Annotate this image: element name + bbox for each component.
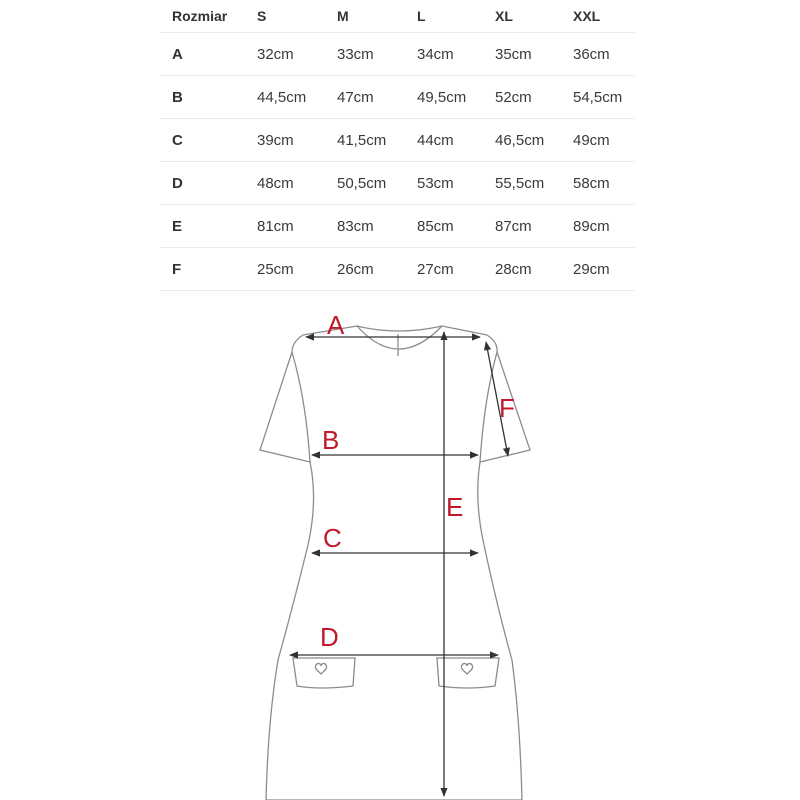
- dress-outline: [260, 326, 530, 800]
- left-pocket: [293, 658, 355, 688]
- table-row: [160, 162, 635, 205]
- header-size-xl: XL: [495, 8, 513, 24]
- table-cell: 28cm: [495, 260, 532, 278]
- table-row: [160, 33, 635, 76]
- table-cell: 53cm: [417, 174, 454, 192]
- table-cell: 35cm: [495, 45, 532, 63]
- table-cell: 44,5cm: [257, 88, 307, 106]
- right-sleeve-seam: [480, 352, 497, 462]
- row-label: E: [172, 217, 183, 235]
- measure-label-b: B: [322, 425, 340, 455]
- table-cell: 25cm: [257, 260, 294, 278]
- table-cell: 50,5cm: [337, 174, 387, 192]
- table-cell: 26cm: [337, 260, 374, 278]
- table-cell: 49cm: [573, 131, 610, 149]
- measure-label-e: E: [446, 492, 464, 522]
- table-row: [160, 205, 635, 248]
- table-row: [160, 119, 635, 162]
- table-cell: 27cm: [417, 260, 454, 278]
- table-row: [160, 76, 635, 119]
- right-pocket-heart-icon: [461, 663, 472, 674]
- table-cell: 34cm: [417, 45, 454, 63]
- size-table: [160, 0, 635, 291]
- row-label: C: [172, 131, 183, 149]
- row-label: D: [172, 174, 183, 192]
- row-label: F: [172, 260, 182, 278]
- left-sleeve-seam: [292, 352, 310, 462]
- header-size-xxl: XXL: [573, 8, 601, 24]
- table-cell: 29cm: [573, 260, 610, 278]
- measure-label-d: D: [320, 622, 339, 652]
- header-size-s: S: [257, 8, 267, 24]
- table-cell: 49,5cm: [417, 88, 467, 106]
- table-cell: 33cm: [337, 45, 374, 63]
- measure-label-f: F: [499, 393, 515, 423]
- table-cell: 46,5cm: [495, 131, 545, 149]
- measure-label-a: A: [327, 310, 345, 340]
- table-cell: 85cm: [417, 217, 454, 235]
- table-cell: 47cm: [337, 88, 374, 106]
- table-cell: 48cm: [257, 174, 294, 192]
- table-header-row: [160, 0, 635, 33]
- header-size-m: M: [337, 8, 349, 24]
- table-cell: 32cm: [257, 45, 294, 63]
- table-cell: 36cm: [573, 45, 610, 63]
- dress-measurement-diagram: [0, 290, 800, 800]
- table-cell: 41,5cm: [337, 131, 387, 149]
- table-cell: 44cm: [417, 131, 454, 149]
- table-cell: 83cm: [337, 217, 374, 235]
- dress-body-outline: [260, 326, 530, 800]
- row-label: A: [172, 45, 183, 63]
- table-cell: 58cm: [573, 174, 610, 192]
- table-cell: 89cm: [573, 217, 610, 235]
- table-cell: 55,5cm: [495, 174, 545, 192]
- table-cell: 54,5cm: [573, 88, 623, 106]
- table-cell: 81cm: [257, 217, 294, 235]
- table-cell: 87cm: [495, 217, 532, 235]
- header-size-label: Rozmiar: [172, 8, 228, 24]
- header-size-l: L: [417, 8, 426, 24]
- table-row: [160, 248, 635, 291]
- row-label: B: [172, 88, 183, 106]
- table-cell: 39cm: [257, 131, 294, 149]
- table-cell: 52cm: [495, 88, 532, 106]
- left-pocket-heart-icon: [315, 663, 326, 674]
- measure-label-c: C: [323, 523, 342, 553]
